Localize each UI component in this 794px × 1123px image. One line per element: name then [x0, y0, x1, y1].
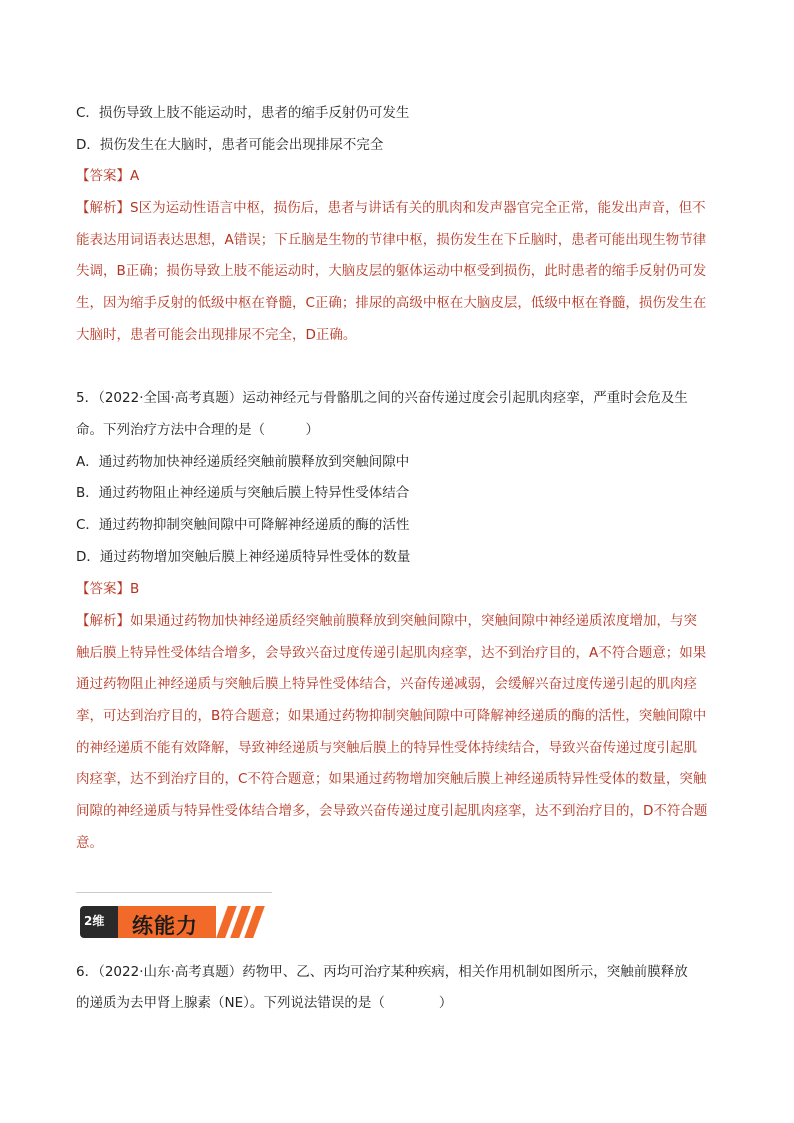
q5-analysis-tag: 【解析】 — [76, 613, 130, 629]
q5-stem-line-1: 5．（2022·全国·高考真题）运动神经元与骨骼肌之间的兴奋传递过度会引起肌肉痉挛，严重时会危及生 — [76, 390, 688, 406]
q4-analysis-line-3: 失调，B正确；损伤导致上肢不能运动时，大脑皮层的躯体运动中枢受到损伤，此时患者的缩手反射仍可发 — [76, 263, 707, 279]
q5-analysis-line-6: 肉痉挛，达不到治疗目的，C不符合题意；如果通过药物增加突触后膜上神经递质特异性受体的数量，突触 — [76, 771, 707, 787]
q6-stem-line-2: 的递质为去甲肾上腺素（NE）。下列说法错误的是（ ） — [76, 995, 453, 1011]
q5-analysis-line-3: 通过药物阻止神经递质与突触后膜上特异性受体结合，兴奋传递减弱，会缓解兴奋过度传递引起的肌肉痉 — [76, 676, 697, 692]
q5-option-c: C．通过药物抑制突触间隙中可降解神经递质的酶的活性 — [76, 517, 410, 533]
q6-stem-line-1: 6．（2022·山东·高考真题）药物甲、乙、丙均可治疗某种疾病，相关作用机制如图所示，突触前膜释放 — [76, 964, 688, 980]
q5-analysis-line-2: 触后膜上特异性受体结合增多，会导致兴奋过度传递引起肌肉痉挛，达不到治疗目的，A不符合题意；如果 — [76, 645, 707, 661]
q5-answer-tag: 【答案】 — [76, 581, 130, 597]
section-badge-text: 2维 — [84, 914, 105, 928]
section-banner — [80, 902, 260, 942]
q4-answer — [76, 167, 139, 185]
section-title: 练能力 — [132, 914, 198, 938]
q5-answer-value: B — [130, 581, 140, 597]
q4-answer-tag: 【答案】 — [76, 168, 130, 184]
q4-analysis-line-4: 生，因为缩手反射的低级中枢在脊髓，C正确；排尿的高级中枢在大脑皮层，低级中枢在脊髓，损伤发生在 — [76, 295, 707, 311]
q5-option-a: A．通过药物加快神经递质经突触前膜释放到突触间隙中 — [76, 454, 410, 470]
q4-answer-value: A — [130, 168, 140, 184]
q5-analysis-line-4: 挛，可达到治疗目的，B符合题意；如果通过药物抑制突触间隙中可降解神经递质的酶的活性，突触间隙中 — [76, 708, 707, 724]
q5-analysis-line-7: 间隙的神经递质与特异性受体结合增多，会导致兴奋传递过度引起肌肉痉挛，达不到治疗目的，D不符合题 — [76, 803, 708, 819]
q4-analysis-line-2: 能表达用词语表达思想，A错误；下丘脑是生物的节律中枢，损伤发生在下丘脑时，患者可能出现生物节律 — [76, 232, 707, 248]
q5-analysis-line-5: 的神经递质不能有效降解，导致神经递质与突触后膜上的特异性受体持续结合，导致兴奋传递过度引起肌 — [76, 740, 697, 756]
q5-answer — [76, 580, 139, 598]
q5-option-b: B．通过药物阻止神经递质与突触后膜上特异性受体结合 — [76, 485, 410, 501]
q5-option-d: D．通过药物增加突触后膜上神经递质特异性受体的数量 — [76, 549, 411, 565]
q4-option-d: D．损伤发生在大脑时，患者可能会出现排尿不完全 — [76, 137, 384, 153]
q5-stem-line-2: 命。下列治疗方法中合理的是（ ） — [76, 422, 319, 438]
q4-analysis-tag: 【解析】 — [76, 200, 130, 216]
q5-analysis-line-8: 意。 — [76, 835, 103, 851]
q4-option-c: C．损伤导致上肢不能运动时，患者的缩手反射仍可发生 — [76, 105, 410, 121]
q5-analysis-line-1: 【解析】如果通过药物加快神经递质经突触前膜释放到突触间隙中，突触间隙中神经递质浓度增加，与突 — [76, 613, 697, 629]
q4-analysis-line-1: 【解析】S区为运动性语言中枢，损伤后，患者与讲话有关的肌肉和发声器官完全正常，能发出声音，但不 — [76, 200, 706, 216]
q4-analysis-line-5: 大脑时，患者可能会出现排尿不完全，D正确。 — [76, 327, 357, 343]
section-divider — [76, 892, 272, 893]
